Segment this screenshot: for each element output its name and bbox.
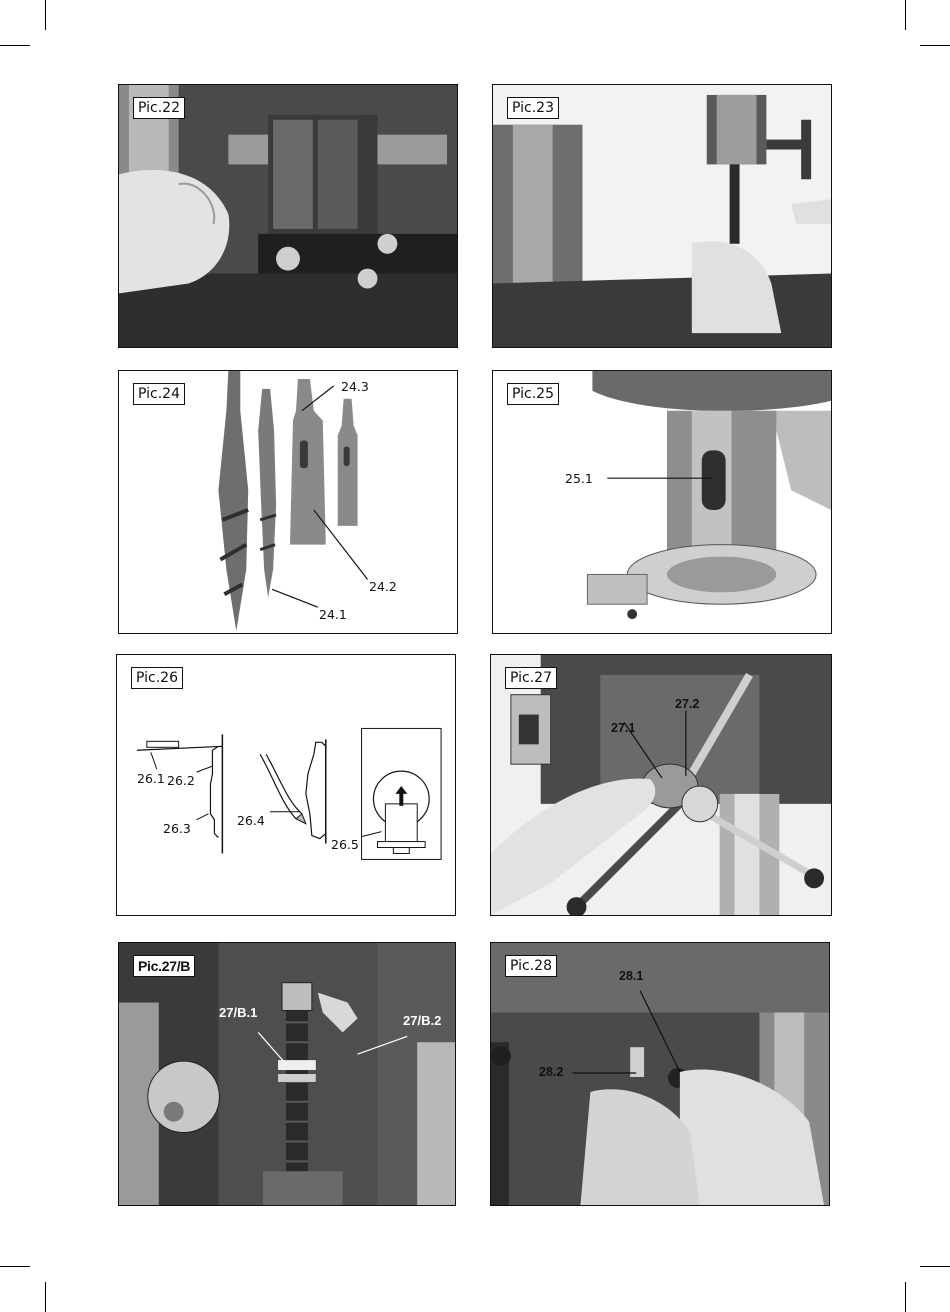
drill-bits-photo: [119, 371, 457, 633]
picture-27b: [118, 942, 456, 1206]
crop-mark-icon: [0, 45, 30, 46]
picture-22: [118, 84, 458, 348]
callout-27-1: 27.1: [611, 721, 636, 735]
picture-27: [490, 654, 832, 916]
label-suffix: 27/B: [161, 958, 191, 974]
crop-mark-icon: [905, 1282, 906, 1312]
crop-mark-icon: [905, 0, 906, 30]
callout-25-1: 25.1: [565, 471, 593, 486]
picture-24: [118, 370, 458, 634]
callout-26-2: 26.2: [167, 773, 195, 788]
callout-27b-2: 27/B.2: [403, 1013, 442, 1028]
crop-mark-icon: [45, 0, 46, 30]
picture-23: [492, 84, 832, 348]
depth-stop-photo: [119, 943, 455, 1205]
picture-label: [133, 955, 195, 977]
vice-photo: [119, 85, 457, 347]
callout-26-1: 26.1: [137, 771, 165, 786]
feed-handle-photo: [491, 655, 831, 915]
chuck-photo: [493, 85, 831, 347]
callout-24-2: 24.2: [369, 579, 397, 594]
callout-27-2: 27.2: [675, 697, 700, 711]
picture-label: Pic.28: [505, 955, 557, 977]
crop-mark-icon: [0, 1266, 30, 1267]
callout-26-3: 26.3: [163, 821, 191, 836]
picture-26: [116, 654, 456, 916]
callout-26-4: 26.4: [237, 813, 265, 828]
callout-24-3: 24.3: [341, 379, 369, 394]
picture-28: [490, 942, 830, 1206]
picture-label: Pic.26: [131, 667, 183, 689]
picture-label: Pic.24: [133, 383, 185, 405]
callout-28-1: 28.1: [619, 969, 644, 983]
spindle-photo: [493, 371, 831, 633]
picture-label: Pic.23: [507, 97, 559, 119]
picture-label: Pic.22: [133, 97, 185, 119]
callout-26-5: 26.5: [331, 837, 359, 852]
crop-mark-icon: [45, 1282, 46, 1312]
crop-mark-icon: [920, 45, 950, 46]
label-prefix: Pic.: [138, 958, 162, 974]
picture-label: Pic.27: [505, 667, 557, 689]
callout-28-2: 28.2: [539, 1065, 564, 1079]
picture-label: Pic.25: [507, 383, 559, 405]
picture-25: [492, 370, 832, 634]
callout-24-1: 24.1: [319, 607, 347, 622]
crop-mark-icon: [920, 1266, 950, 1267]
callout-27b-1: 27/B.1: [219, 1005, 258, 1020]
